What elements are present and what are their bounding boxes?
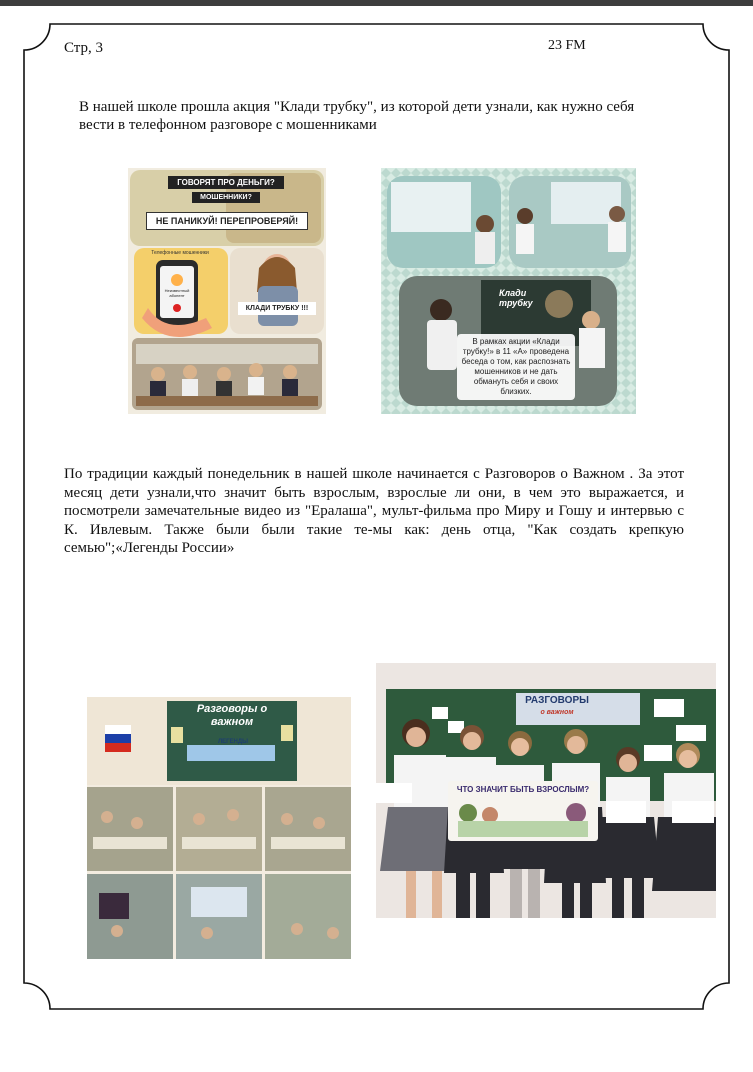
collage-kladi-trubku-1 bbox=[128, 168, 326, 414]
photo-students-poster bbox=[376, 663, 716, 918]
sign-scammers: МОШЕННИКИ? bbox=[192, 192, 260, 203]
collage-kladi-trubku-2 bbox=[381, 168, 636, 414]
sign-money: ГОВОРЯТ ПРО ДЕНЬГИ? bbox=[168, 176, 284, 189]
caption-kladi-trubku: В рамках акции «Клади трубку!» в 11 «А» проведена беседа о том, как распознать мошенников и не дать обмануть себя и своих близких. bbox=[457, 334, 575, 400]
board-banner: ЛЕГЕНДЫ bbox=[217, 739, 249, 745]
poster-title: ЧТО ЗНАЧИТ БЫТЬ ВЗРОСЛЫМ? bbox=[456, 785, 590, 794]
phone-title: Телефонные мошенники bbox=[151, 250, 209, 256]
banner-o-vazhnom: о важном bbox=[540, 709, 574, 716]
collage-razgovory-o-vazhnom bbox=[87, 697, 351, 959]
sign-dont-panic: НЕ ПАНИКУЙ! ПЕРЕПРОВЕРЯЙ! bbox=[146, 212, 308, 230]
page-number: Стр, 3 bbox=[64, 40, 104, 56]
paragraph-razgovory: По традиции каждый понедельник в нашей школе начинается с Разговоров о Важном . За этот месяц дети узнали,что значит быть взрослым, взрослые ли они, в чем это выражается, и посмотрели замечательные видео из "Ералаша", мульт-фильма про Миру и Гошу и интервью с К. Ивлевым. Также были были такие те-мы как: день отца, "Как создать крепкую семью";«Легенды России» bbox=[64, 466, 684, 556]
banner-razgovory: РАЗГОВОРЫ bbox=[525, 695, 589, 706]
sign-kladi-trubku: КЛАДИ ТРУБКУ !!! bbox=[238, 302, 316, 315]
board-title: Разговоры о важном bbox=[196, 703, 268, 728]
paragraph-kladi-trubku: В нашей школе прошла акция "Клади трубку", из которой дети узнали, как нужно себя вести в телефонном разговоре с мошенниками bbox=[79, 99, 635, 133]
screen-title: Клади трубку bbox=[499, 288, 533, 308]
issue-label: 23 FM bbox=[548, 38, 586, 53]
phone-caller: Неизвестный абонент bbox=[164, 288, 190, 298]
